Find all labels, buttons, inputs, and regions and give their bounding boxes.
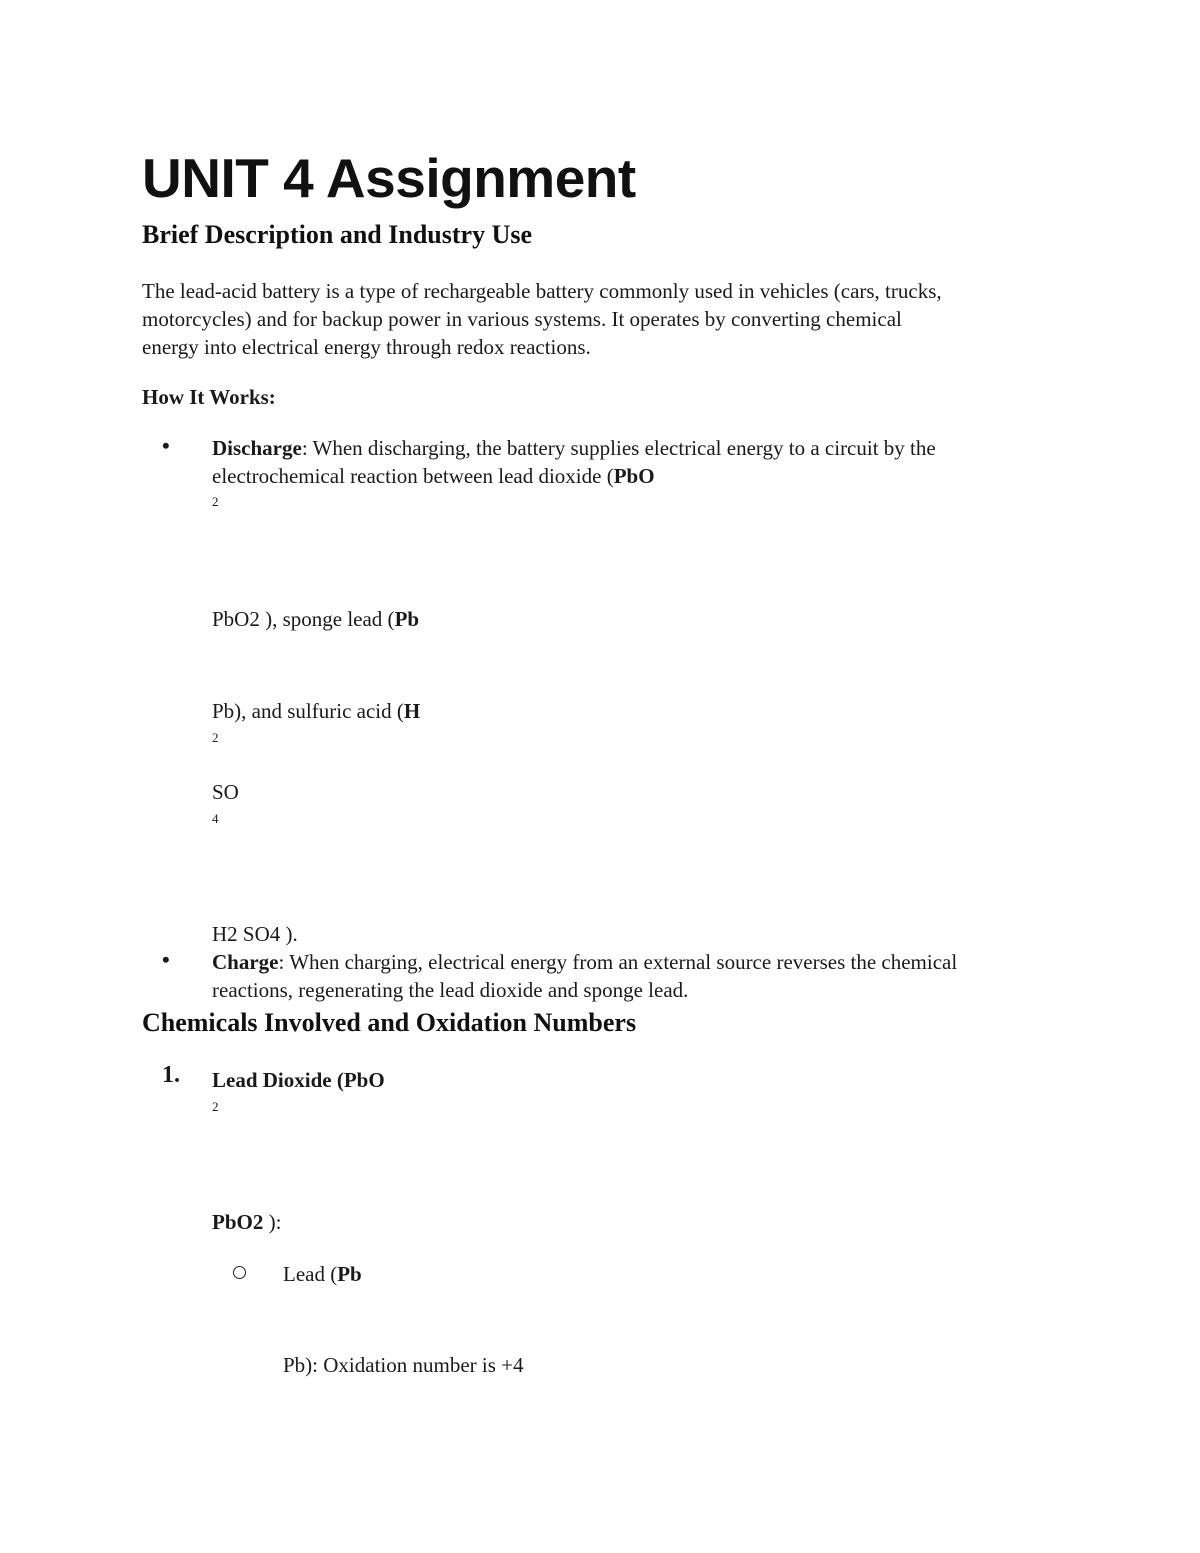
pb-line <box>212 697 420 725</box>
pb-line-text: Pb), and sulfuric acid ( <box>212 699 404 723</box>
charge-line-1 <box>212 948 957 976</box>
sub-item-formula: Pb <box>337 1262 362 1286</box>
page-title: UNIT 4 Assignment <box>142 147 636 209</box>
subscript-2: 2 <box>212 730 219 745</box>
discharge-line-2-text: electrochemical reaction between lead dioxide ( <box>212 464 614 488</box>
section-heading-description: Brief Description and Industry Use <box>142 220 533 249</box>
pbo2-formula: PbO2 <box>212 1210 269 1234</box>
h2so4-line: H2 SO4 ). <box>212 922 298 946</box>
charge-line-2: reactions, regenerating the lead dioxide and sponge lead. <box>212 978 689 1002</box>
discharge-line-1-text: : When discharging, the battery supplies electrical energy to a circuit by the <box>301 436 936 460</box>
discharge-line-2 <box>212 462 655 490</box>
pbo-formula: PbO <box>613 464 655 488</box>
paragraph-line-3: energy into electrical energy through redox reactions. <box>142 335 591 359</box>
item1-formula-suffix: ): <box>268 1210 282 1234</box>
sub-item-text: Lead ( <box>283 1262 338 1286</box>
item1-label: Lead Dioxide (PbO <box>212 1068 385 1092</box>
how-it-works-heading: How It Works: <box>142 385 276 409</box>
section-heading-chemicals: Chemicals Involved and Oxidation Numbers <box>142 1008 637 1037</box>
pbo2-line <box>212 605 419 633</box>
h-formula: H <box>403 699 421 723</box>
sub-item-line-2: Pb): Oxidation number is +4 <box>283 1353 524 1377</box>
bullet-icon: • <box>162 433 170 458</box>
circle-bullet-icon <box>233 1266 246 1279</box>
paragraph-line-1: The lead-acid battery is a type of rechargeable battery commonly used in vehicles (cars, trucks, <box>142 279 942 303</box>
pb-formula: Pb <box>394 607 420 631</box>
pbo2-line-text: PbO2 ), sponge lead ( <box>212 607 395 631</box>
charge-line-1-text: : When charging, electrical energy from an external source reverses the chemical <box>278 950 958 974</box>
list-number: 1. <box>162 1062 180 1088</box>
subscript-4: 4 <box>212 811 219 826</box>
paragraph-line-2: motorcycles) and for backup power in various systems. It operates by converting chemical <box>142 307 902 331</box>
subscript-2: 2 <box>212 494 219 509</box>
charge-label: Charge <box>212 950 279 974</box>
item1-formula-line <box>212 1208 281 1236</box>
bullet-icon: • <box>162 947 170 972</box>
so-line: SO <box>212 780 239 804</box>
discharge-line-1 <box>212 434 936 462</box>
discharge-label: Discharge <box>212 436 302 460</box>
subscript-2: 2 <box>212 1099 219 1114</box>
sub-item-line-1 <box>283 1260 362 1288</box>
